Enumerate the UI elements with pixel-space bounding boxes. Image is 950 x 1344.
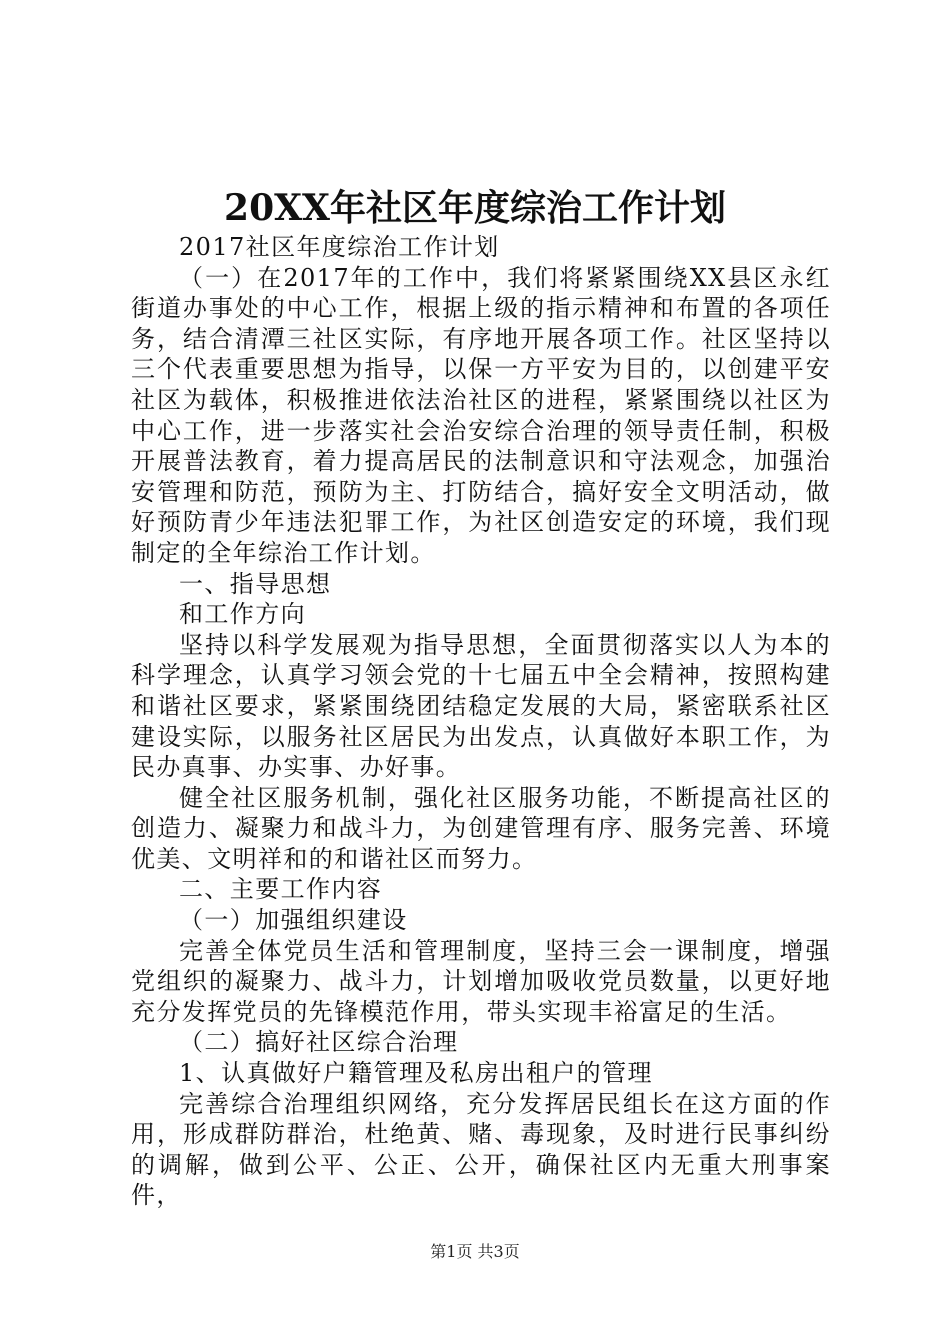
paragraph-guiding-thought: 坚持以科学发展观为指导思想，全面贯彻落实以人为本的科学理念，认真学习领会党的十七届五中全会精神，按照构建和谐社区要求，紧紧围绕团结稳定发展的大局，紧密联系社区建设实际，以服务社区居民为出发点，认真做好本职工作，为民办真事、办实事、办好事。 <box>131 630 831 782</box>
section-heading-main-work: 二、主要工作内容 <box>179 875 383 904</box>
paragraph-subtitle: 2017社区年度综治工作计划 <box>179 233 500 261</box>
paragraph-intro: （一）在2017年的工作中，我们将紧紧围绕XX县区永红街道办事处的中心工作，根据上级的指示精神和布置的各项任务，结合清潭三社区实际，有序地开展各项工作。社区坚持以三个代表重要思想为指导，以保一方平安为目的，以创建平安社区为载体，积极推进依法治社区的进程，紧紧围绕以社区为中心工作，进一步落实社会治安综合治理的领导责任制，积极开展普法教育，着力提高居民的法制意识和守法观念，加强治安管理和防范，预防为主、打防结合，搞好安全文明活动，做好预防青少年违法犯罪工作，为社区创造安定的环境，我们现制定的全年综治工作计划。 <box>131 263 831 567</box>
page-footer: 第1页 共3页 <box>430 1242 520 1261</box>
item-heading-household-registration: 1、认真做好户籍管理及私房出租户的管理 <box>179 1059 653 1088</box>
document-title: 20XX年社区年度综治工作计划 <box>224 187 726 229</box>
document-body <box>131 232 831 1211</box>
section-heading-guiding-thought: 一、指导思想 <box>179 569 332 598</box>
section-heading-work-direction: 和工作方向 <box>179 600 306 629</box>
subsection-heading-governance: （二）搞好社区综合治理 <box>179 1028 459 1057</box>
subsection-heading-organization: （一）加强组织建设 <box>179 906 408 935</box>
paragraph-governance-network: 完善综合治理组织网络，充分发挥居民组长在这方面的作用，形成群防群治，杜绝黄、赌、毒现象，及时进行民事纠纷的调解，做到公平、公正、公开，确保社区内无重大刑事案件， <box>131 1089 831 1210</box>
paragraph-service-mechanism: 健全社区服务机制，强化社区服务功能，不断提高社区的创造力、凝聚力和战斗力，为创建管理有序、服务完善、环境优美、文明祥和的和谐社区而努力。 <box>131 783 831 873</box>
paragraph-organization: 完善全体党员生活和管理制度，坚持三会一课制度，增强党组织的凝聚力、战斗力，计划增加吸收党员数量，以更好地充分发挥党员的先锋模范作用，带头实现丰裕富足的生活。 <box>131 936 831 1026</box>
